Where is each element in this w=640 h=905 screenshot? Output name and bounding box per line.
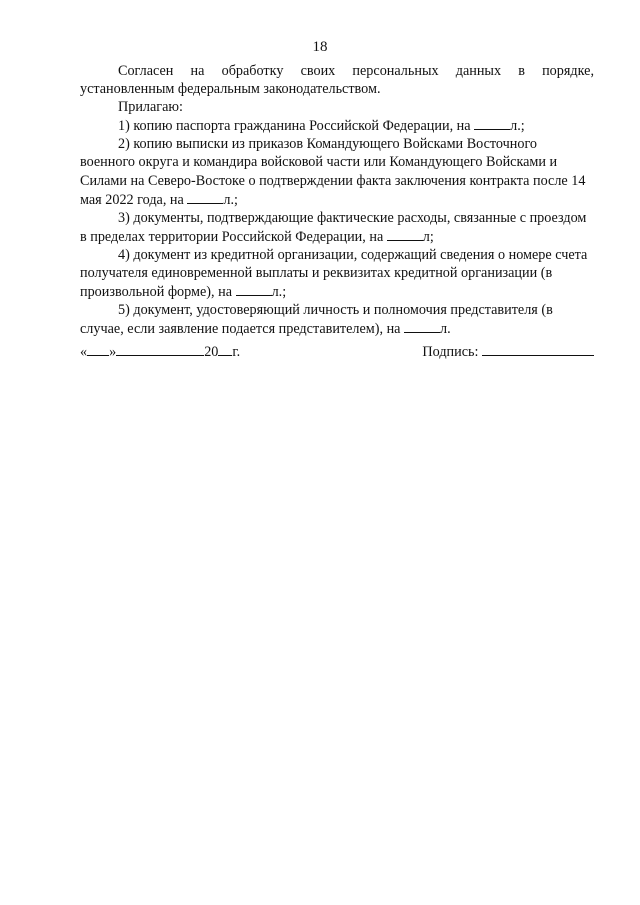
- day-blank[interactable]: [87, 342, 109, 356]
- year-prefix: 20: [204, 344, 219, 360]
- attachment-item-1: [80, 116, 594, 135]
- signature-row: [80, 342, 594, 362]
- attachment-item-4-text: 4) документ из кредитной организации, содержащий сведения о номере счета получателя единовременной выплаты и реквизитах кредитной организации (в произвольной форме), на: [80, 246, 588, 301]
- signature-blank[interactable]: [482, 342, 594, 356]
- attachments-heading: Прилагаю:: [118, 99, 183, 116]
- sheet-count-blank-2[interactable]: [187, 190, 223, 204]
- attachment-item-2: [80, 135, 594, 208]
- attachment-item-5-text: 5) документ, удостоверяющий личность и полномочия представителя (в случае, если заявление подается представителем), на: [80, 302, 553, 338]
- sheet-count-blank-3[interactable]: [387, 227, 423, 241]
- attachment-item-5-suffix: л.: [440, 321, 451, 338]
- attachment-item-1-suffix: л.;: [510, 118, 525, 135]
- page-number: 18: [312, 39, 328, 55]
- attachment-item-2-text: 2) копию выписки из приказов Командующего Войсками Восточного военного округа и командира войсковой части или Командующего Войсками и Силами на Северо-Востоке о подтверждении факта заключения контракта после 14 мая 2022 года, на: [80, 136, 586, 208]
- attachment-item-3: [80, 209, 594, 246]
- signature-field: [422, 342, 594, 361]
- attachment-item-2-suffix: л.;: [223, 191, 238, 208]
- year-blank[interactable]: [218, 342, 232, 356]
- month-blank[interactable]: [116, 342, 204, 356]
- sheet-count-blank-5[interactable]: [404, 319, 440, 333]
- quote-open: «: [80, 344, 88, 360]
- attachment-item-3-text: 3) документы, подтверждающие фактические расходы, связанные с проездом в пределах территории Российской Федерации, на: [80, 209, 587, 245]
- attachment-item-5: [80, 301, 594, 338]
- attachment-item-1-text: 1) копию паспорта гражданина Российской Федерации, на: [118, 118, 475, 135]
- sheet-count-blank-1[interactable]: [474, 116, 510, 130]
- sheet-count-blank-4[interactable]: [236, 282, 272, 296]
- attachment-item-4-suffix: л.;: [271, 284, 287, 301]
- quote-close: »: [109, 344, 117, 360]
- consent-paragraph: Согласен на обработку своих персональных данных в порядке, установленным федеральным законодательством.: [80, 63, 594, 98]
- document-body: [80, 62, 594, 338]
- attachment-item-3-suffix: л;: [422, 228, 434, 245]
- date-field: [80, 342, 240, 361]
- attachment-item-4: [80, 246, 594, 301]
- year-suffix: г.: [232, 344, 241, 360]
- signature-label: Подпись:: [422, 344, 482, 360]
